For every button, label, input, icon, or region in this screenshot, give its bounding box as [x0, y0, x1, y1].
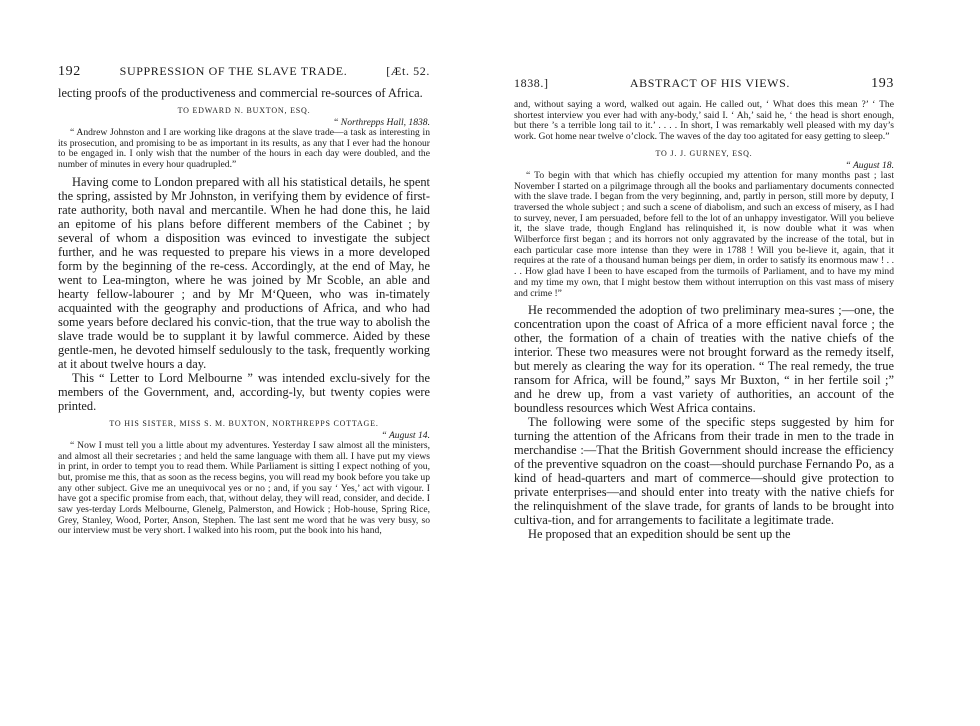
letter-body: “ To begin with that which has chiefly occupied my attention for many months past ; last November I started on a pilgrimage through all the books and parliamentary documents connected with the slave trade. I began from the very beginning, and, partly in person, still more by deputy, I traversed the whole subject ; and such a scene of diabolism, and such an excess of misery, as I had to survey, never, I am persuaded, before fell to the lot of an unhappy investigator. Will you believe it, the slave trade, though England has relinquished it, is now double what it was when Wilberforce first began ; and its horrors not only aggravated by the increase of the total, but in each particular case more intense than they were in 1788 ! Will you be-lieve it, again, that it requires at the rate of a thousand human beings per diem, in order to satisfy its enormous maw ! . . . . How glad have I been to have escaped from the turmoils of Parliament, and to have my mind and my time my own, that I might bestow them without interruption on this vast mass of misery and crime !”: [514, 169, 894, 299]
letter-heading: TO HIS SISTER, MISS S. M. BUXTON, NORTHREPPS COTTAGE.: [109, 418, 379, 428]
left-running-title: SUPPRESSION OF THE SLAVE TRADE.: [119, 64, 348, 78]
letter-body: “ Now I must tell you a little about my adventures. Yesterday I saw almost all the ministers, and almost all their secretaries ; and held the same language with them all. I have put my views in print, in order to tempt you to read them. While Parliament is sitting I expect nothing of you, but, promise me this, that as soon as the recess begins, you will read my book before you take up any other subject. Give me an unequivocal yes or no ; and, if you say ‘ Yes,’ act with vigour. I have got a specific promise from each, that, without delay, they will read, consider, and decide. I saw yes-terday Lords Melbourne, Glenelg, Palmerston, and Howick ; Hob-house, Spring Rice, Grey, Stanley, Wood, Porter, Anson, Stephen. The last sent me word that he was very busy, so our interview must be very short. I walked into his room, put the book into his hand,: [58, 439, 430, 537]
body-paragraph: He proposed that an expedition should be sent up the: [528, 527, 791, 542]
letter-dateline: “ August 18.: [845, 159, 894, 171]
right-running-title: ABSTRACT OF HIS VIEWS.: [629, 76, 790, 90]
left-running-note: [Æt. 52.: [386, 64, 430, 78]
body-paragraph: He recommended the adoption of two preliminary mea-sures ;—one, the concentration upon the coast of Africa of a more efficient naval force ; the other, the formation of a chain of treaties with the native chiefs of the interior. These two measures were not brought forward as the remedy itself, but merely as clearing the way for its operation. “ The real remedy, the true ransom for Africa, will be found,” says Mr Buxton, “ in her fertile soil ;” and he drew up, from a vast variety of authorities, an account of the boundless resources which West Africa contains.: [514, 303, 894, 416]
letter-continuation: and, without saying a word, walked out again. He called out, ‘ What does this mean ?’ ‘ The shortest interview you ever had with any-body,’ said I. ‘ Ah,’ said he, ‘ the head is short enough, but there ’s a terrible long tail to it.’ . . . . In short, I was remarkably well pleased with my day’s work. Got home near twelve o’clock. The waves of the day too agitated for easy getting to sleep.”: [514, 99, 894, 143]
letter-body: “ Andrew Johnston and I are working like dragons at the slave trade—a task as interesting in its prosecution, and promising to be as important in its results, as any that I ever had the honour to be engaged in. I only wish that the number of the hours in each day were doubled, and the number of minutes in every hour quadrupled.”: [58, 127, 430, 171]
body-paragraph: This “ Letter to Lord Melbourne ” was intended exclu-sively for the members of the Government, and, according-ly, but twenty copies were printed.: [58, 370, 430, 413]
right-running-head: [514, 76, 894, 92]
letter-dateline: “ Northrepps Hall, 1838.: [333, 117, 430, 128]
letter-heading: TO EDWARD N. BUXTON, ESQ.: [177, 106, 311, 115]
body-paragraph: Having come to London prepared with all his statistical details, he spent the spring, assisted by Mr Johnston, in verifying them by evidence of first-rate authority, both naval and mercantile. When he had done this, he laid an epitome of his plans before different members of the Cabinet ; by several of whom a disposition was evinced to investigate the subject further, and he was requested to prepare his views in a more developed form by the beginning of the re-cess. Accordingly, at the end of May, he went to Lea-mington, where he was joined by Mr Scoble, an able and hearty fellow-labourer ; and by Mr M‘Queen, who was in-timately acquainted with the geography and productions of Africa, and who had some years before declared his convic-tion, that the true way to abolish the slave trade would be to supplant it by lawful commerce. Aided by these gentle-men, he devoted himself sedulously to the task, frequently working at it about twelve hours a day.: [58, 174, 430, 371]
body-paragraph: The following were some of the specific steps suggested by him for turning the attention of the Africans from their trade in men to the trade in merchandise :—That the British Government should increase the efficiency of the preventive squadron on the coast—should purchase Fernando Po, as a kind of head-quarters and mart of commerce—should give protection to private enterprises—and should enter into treaty with the native chiefs for the relinquishment of the slave trade, for grants of lands to be brought into cultiva-tion, and for arrangements to facilitate a legitimate trade.: [514, 415, 894, 528]
left-page: [0, 0, 490, 537]
right-running-note: 1838.]: [514, 76, 549, 90]
letter-heading: TO J. J. GURNEY, ESQ.: [655, 148, 753, 158]
right-page-number: 193: [871, 76, 894, 91]
left-page-number: 192: [58, 64, 81, 79]
letter-dateline: “ August 14.: [381, 429, 430, 441]
opening-text: lecting proofs of the productiveness and commercial re-sources of Africa.: [58, 86, 423, 100]
left-running-head: [58, 64, 430, 80]
right-page: [490, 0, 980, 541]
